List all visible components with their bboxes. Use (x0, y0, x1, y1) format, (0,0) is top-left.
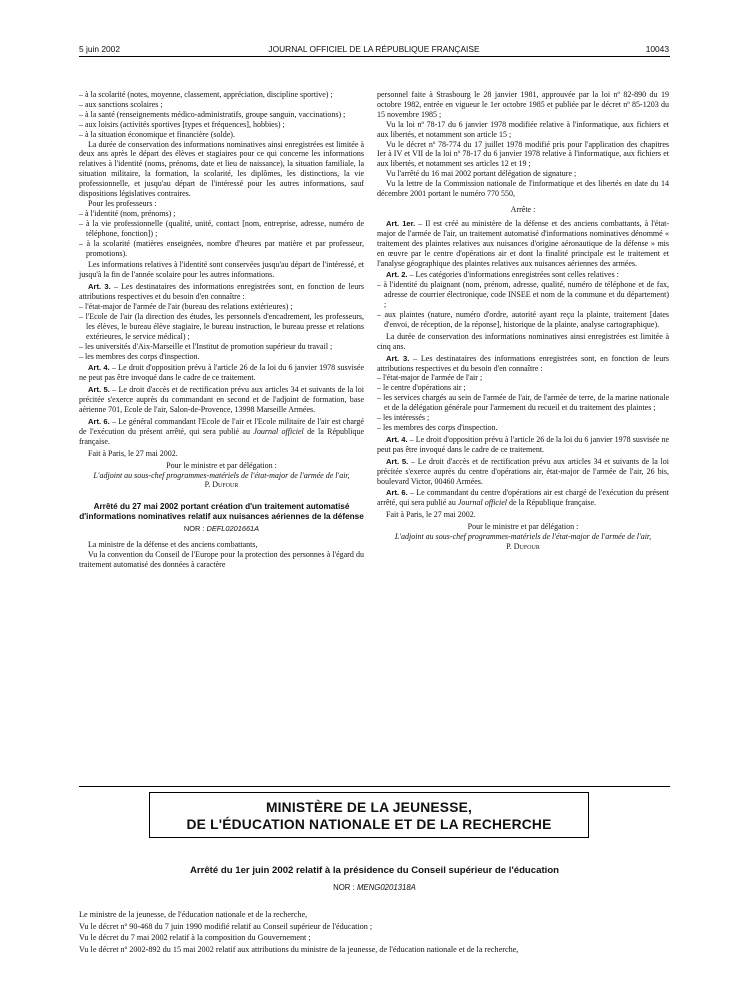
paragraph: Les informations relatives à l'identité sont conservées jusqu'au départ de l'intéressé, et jusqu'à la fin de l'année scolaire pour les autres informations. (79, 260, 364, 280)
article-6 (79, 417, 364, 447)
list-item: – les universités d'Aix-Marseille et l'Institut de promotion supérieur du travail ; (79, 341, 333, 351)
list-item: – à l'identité (nom, prénoms) ; (79, 208, 176, 218)
list-item: – les membres des corps d'inspection. (377, 423, 498, 432)
done-at: Fait à Paris, le 27 mai 2002. (386, 510, 476, 520)
paragraph: Pour les professeurs : (88, 198, 157, 208)
list-item: – l'état-major de l'armée de l'air ; (377, 373, 483, 383)
article-label: Art. 5. (88, 385, 110, 395)
arrete-heading: Arrête : (510, 204, 536, 214)
article-label: Art. 2. (386, 270, 408, 280)
signature-delegation: Pour le ministre et par délégation : (166, 460, 277, 470)
article-5 (377, 457, 669, 487)
paragraph: Le ministre de la jeunesse, de l'éducation nationale et de la recherche, (79, 910, 308, 919)
article-2 (377, 270, 669, 280)
signature-delegation: Pour le ministre et par délégation : (467, 522, 579, 532)
paragraph: Vu le décret nº 78-774 du 17 juillet 1978 modifié pris pour l'application des chapitres Ier à IV et VII de la loi nº 78-17 du 6 janvier 1978 relative à l'informatique, aux fichiers et aux libertés, et notamment ses articles 12 et 19 ; (377, 139, 669, 169)
journal-name: Journal officiel (253, 426, 304, 436)
paragraph: Vu le décret du 7 mai 2002 relatif à la composition du Gouvernement ; (79, 933, 311, 943)
article-text: – Le droit d'accès et de rectification prévu aux articles 34 et suivants de la loi précitée s'exerce auprès du commandant en second et de l'adjoint de formation, base aérienne 701, Ecole de l'air, Salon-de-Provence, 13998 Marseille Armées. (79, 385, 364, 415)
article-3 (79, 282, 364, 302)
paragraph: Vu la convention du Conseil de l'Europe pour la protection des personnes à l'égard du traitement automatisé des données à caractère (79, 550, 364, 570)
header-title: JOURNAL OFFICIEL DE LA RÉPUBLIQUE FRANÇAISE (268, 44, 480, 54)
article-label: Art. 1er. (386, 218, 416, 228)
nor-reference: NOR : DEFL0201661A (183, 524, 260, 534)
list-item: – les intéressés ; (377, 413, 430, 423)
article-text: – Le général commandant l'Ecole de l'air et l'Ecole militaire de l'air est chargé de l'exécution du présent arrêté, qui sera publié au (79, 417, 364, 436)
article-6 (377, 488, 669, 508)
header-rule (79, 56, 670, 57)
article-1 (377, 219, 669, 269)
paragraph: personnel faite à Strasbourg le 28 janvier 1981, approuvée par la loi nº 82-890 du 19 octobre 1982, entrée en vigueur le 1er octobre 1985 et publiée par le décret nº 85-1203 du 15 novembre 1985 ; (377, 90, 669, 119)
article-text: – Le droit d'opposition prévu à l'article 26 de la loi du 6 janvier 1978 susvisée ne peut pas être invoqué dans le cadre de ce traitement. (377, 434, 669, 454)
list-item: – à la scolarité (notes, moyenne, classement, appréciation, discipline sportive) ; (79, 90, 333, 99)
article-label: Art. 3. (386, 353, 410, 363)
arrete-title: Arrêté du 27 mai 2002 portant création d'un traitement automatisé d'informations nominatives relatif aux nuisances aériennes de la défense (79, 502, 364, 522)
header-page-number: 10043 (645, 44, 669, 54)
article-text: – Il est créé au ministère de la défense et des anciens combattants, à l'état-major de l'armée de l'air, un traitement automatisé d'informations nominatives dénommé « traitement des plaintes relatives aux nuisances d'origine aéronautique de la défense » mis en œuvre par le centre d'opérations air et dont la finalité principale est le traitement et l'analyse géographique des plaintes relatives aux nuisances aériennes des armées. (377, 218, 670, 268)
ministry-heading (149, 792, 589, 838)
article-text: de la République française. (79, 426, 365, 446)
article-4 (377, 435, 669, 455)
arrete-title: Arrêté du 1er juin 2002 relatif à la présidence du Conseil supérieur de l'éducation (189, 865, 560, 876)
paragraph: Vu le décret nº 90-468 du 7 juin 1990 modifié relatif au Conseil supérieur de l'éducation ; (79, 921, 373, 931)
ministry-line-1: MINISTÈRE DE LA JEUNESSE, (265, 800, 473, 815)
paragraph: Vu le décret nº 2002-892 du 15 mai 2002 relatif aux attributions du ministre de la jeunesse, de l'éducation nationale et de la recherche, (79, 944, 519, 954)
paragraph: Vu l'arrêté du 16 mai 2002 portant délégation de signature ; (386, 169, 577, 179)
list-item: – à la scolarité (matières enseignées, nombre d'heures par matière et par professeur, promotions). (79, 238, 364, 258)
list-item: – à la santé (renseignements médico-administratifs, groupe sanguin, vaccinations) ; (79, 109, 346, 119)
section-rule (79, 786, 670, 787)
paragraph: Vu la loi nº 78-17 du 6 janvier 1978 modifiée relative à l'informatique, aux fichiers et aux libertés, et notamment son article 15 ; (377, 119, 669, 139)
signature-name: P. Dufour (506, 541, 540, 551)
right-column (377, 90, 669, 552)
article-text: de la République française. (506, 498, 597, 508)
list-item: – à la situation économique et financière (solde). (79, 129, 235, 139)
paragraph: La durée de conservation des informations nominatives ainsi enregistrées est limitée à cinq ans. (377, 331, 669, 351)
paragraph: La durée de conservation des informations nominatives ainsi enregistrées est limitée à deux ans après le départ des élèves et stagiaires pour ce qui concerne les informations relatives à l'identité (noms, prénoms, date et lieu de naissance), la situation familiale, la situation militaire, la formation, la scolarité, les diplômes, les distinctions, la vie professionnelle, et jusqu'au départ de l'intéressé pour les autres informations, sauf dispositions législatives contraires. (79, 139, 364, 199)
article-label: Art. 6. (88, 417, 110, 426)
header-date: 5 juin 2002 (79, 44, 120, 54)
list-item: – aux loisirs (activités sportives [types et fréquences], hobbies) ; (79, 119, 285, 129)
article-label: Art. 4. (88, 363, 110, 373)
arrete-body (79, 909, 670, 955)
article-label: Art. 3. (88, 282, 111, 292)
article-text: – Le droit d'opposition prévu à l'article 26 de la loi du 6 janvier 1978 susvisée ne peut pas être invoqué dans le cadre de ce traitement. (79, 363, 365, 383)
list-item: – à la vie professionnelle (qualité, unité, contact [nom, entreprise, adresse, numéro de téléphone, fonction]) ; (79, 218, 364, 238)
article-text: – Les catégories d'informations enregistrées sont celles relatives : (407, 270, 619, 280)
list-item: – les membres des corps d'inspection. (79, 351, 200, 361)
list-item: – l'Ecole de l'air (la direction des études, les personnels d'encadrement, les professeurs, les élèves, le bureau élève stagiaire, le bureau instruction, le bureau presse et relations extérieures, le service médical) ; (79, 311, 364, 341)
article-text: – Le commandant du centre d'opérations air est chargé de l'exécution du présent arrêté, qui sera publié au (377, 488, 669, 508)
list-item: – l'état-major de l'armée de l'air (bureau des relations extérieures) ; (79, 302, 293, 312)
list-item: – les services chargés au sein de l'armée de l'air, de l'armée de terre, de la marine nationale et de la délégation générale pour l'armement du recueil et du traitement des plaintes ; (377, 393, 669, 413)
article-text: – Les destinataires des informations enregistrées sont, en fonction de leurs attributions respectives et du besoin d'en connaître : (377, 353, 669, 373)
done-at: Fait à Paris, le 27 mai 2002. (88, 448, 178, 458)
paragraph: La ministre de la défense et des anciens combattants, (88, 540, 258, 550)
article-text: – Les destinataires des informations enregistrées sont, en fonction de leurs attributions respectives et du besoin d'en connaître : (79, 282, 364, 302)
list-item: – à l'identité du plaignant (nom, prénom, adresse, qualité, numéro de téléphone et de fax, adresse de courrier électronique, code INSEE et nom de la commune et du département) ; (377, 280, 669, 310)
paragraph: Vu la lettre de la Commission nationale de l'informatique et des libertés en date du 14 décembre 2001 portant le numéro 770 550, (377, 179, 669, 199)
article-label: Art. 5. (386, 456, 409, 466)
signature-title: L'adjoint au sous-chef programmes-matériels de l'état-major de l'armée de l'air, (93, 470, 350, 480)
article-label: Art. 4. (386, 434, 408, 444)
journal-name: Journal officiel (457, 498, 507, 508)
article-text: – Le droit d'accès et de rectification prévu aux articles 34 et suivants de la loi précitée s'exerce auprès du centre d'opérations air, état-major de l'armée de l'air, 26 bis, boulevard Victor, 00460 Armées. (377, 456, 669, 486)
list-item: – aux plaintes (nature, numéro d'ordre, autorité ayant reçu la plainte, traitement [dates d'envoi, de réception, de la réponse], historique de la plainte, analyse cartographique). (377, 310, 669, 329)
nor-reference: NOR : MENG0201318A (333, 883, 416, 892)
list-item: – le centre d'opérations air ; (377, 383, 466, 393)
article-4 (79, 363, 364, 383)
signature-name: P. Dufour (204, 480, 239, 490)
article-5 (79, 385, 364, 415)
ministry-line-2: DE L'ÉDUCATION NATIONALE ET DE LA RECHERCHE (186, 817, 552, 832)
signature-title: L'adjoint au sous-chef programmes-matériels de l'état-major de l'armée de l'air, (394, 532, 652, 542)
article-3 (377, 354, 669, 374)
left-column (79, 90, 364, 570)
list-item: – aux sanctions scolaires ; (79, 99, 163, 109)
article-label: Art. 6. (386, 488, 408, 498)
